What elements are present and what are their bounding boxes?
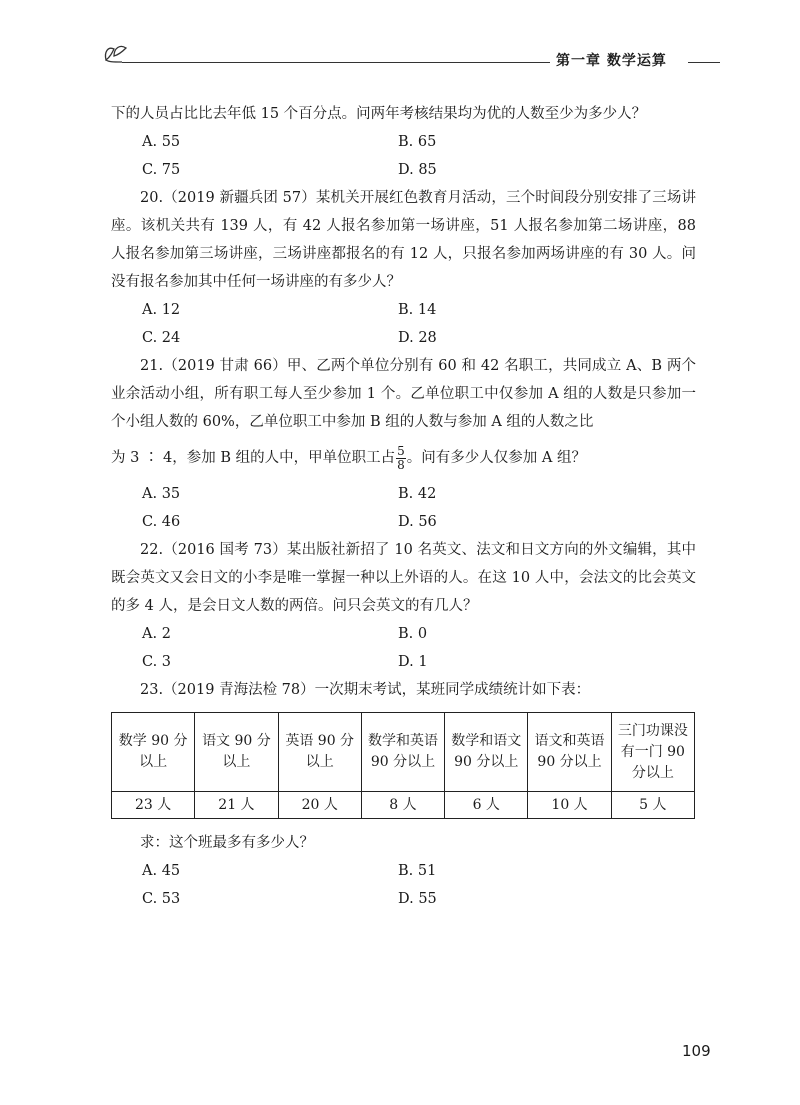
option-c: C. 46 [142,514,181,530]
option-d: D. 28 [398,330,437,346]
option-a: A. 2 [142,626,171,642]
chapter-title: 第一章 数学运算 [556,53,667,69]
fraction [396,445,406,472]
page-content [111,100,696,913]
table-cell: 8 人 [361,792,444,819]
table-row [112,792,695,819]
score-statistics-table [111,712,695,819]
question-21-text-before-fraction: 为 3 ∶ 4，参加 B 组的人中，甲单位职工占 [111,450,396,466]
option-b: B. 0 [398,626,428,642]
option-b: B. 65 [398,134,437,150]
table-cell: 10 人 [528,792,611,819]
question-21-options [111,480,696,536]
question-22-options [111,620,696,676]
page-number: 109 [682,1042,711,1060]
option-b: B. 51 [398,863,437,879]
fraction-denominator: 8 [397,457,405,472]
question-20-text: 20.（2019 新疆兵团 57）某机关开展红色教育月活动，三个时间段分别安排了三场讲座。该机关共有 139 人，有 42 人报名参加第一场讲座，51 人报名参加第二场讲座，88 人报名参加第三场讲座，三场讲座都报名的有 12 人，只报名参加两场讲座的有 30 人。问没有报名参加其中任何一场讲座的有多少人？ [111,190,696,290]
option-c: C. 3 [142,654,172,670]
option-d: D. 55 [398,891,437,907]
option-c: C. 24 [142,330,181,346]
option-c: C. 53 [142,891,181,907]
table-cell: 6 人 [445,792,528,819]
table-header-cell: 英语 90 分以上 [278,713,361,792]
question-23-options [111,857,696,913]
question-22-text: 22.（2016 国考 73）某出版社新招了 10 名英文、法文和日文方向的外文编辑，其中既会英文又会日文的小李是唯一掌握一种以上外语的人。在这 10 人中，会法文的比会英文的多 4 人，是会日文人数的两倍。问只会英文的有几人？ [111,542,696,614]
table-header-cell: 数学和语文 90 分以上 [445,713,528,792]
option-a: A. 45 [142,863,181,879]
table-cell: 23 人 [112,792,195,819]
option-d: D. 56 [398,514,437,530]
table-header-row [112,713,695,792]
table-header-cell: 数学和英语 90 分以上 [361,713,444,792]
question-23-prompt: 求：这个班最多有多少人？ [140,835,314,851]
option-c: C. 75 [142,162,181,178]
fraction-numerator: 5 [397,443,405,458]
table-header-cell: 语文和英语 90 分以上 [528,713,611,792]
option-d: D. 85 [398,162,437,178]
header-rule [688,62,720,63]
running-header [100,40,720,70]
table-header-cell: 数学 90 分以上 [112,713,195,792]
table-cell: 21 人 [195,792,278,819]
option-b: B. 42 [398,486,437,502]
header-rule [122,62,550,63]
question-21-text: 21.（2019 甘肃 66）甲、乙两个单位分别有 60 和 42 名职工，共同成立 A、B 两个业余活动小组，所有职工每人至少参加 1 个。乙单位职工中仅参加 A 组的人数是只参加一个小组人数的 60%，乙单位职工中参加 B 组的人数与参加 A 组的人数之比 [111,358,696,430]
table-cell: 5 人 [611,792,694,819]
question-23-text: 23.（2019 青海法检 78）一次期末考试，某班同学成绩统计如下表： [140,682,591,698]
table-header-cell: 三门功课没有一门 90 分以上 [611,713,694,792]
option-a: A. 55 [142,134,181,150]
option-b: B. 14 [398,302,437,318]
question-20-options [111,296,696,352]
option-a: A. 35 [142,486,181,502]
question-19-tail-text: 下的人员占比比去年低 15 个百分点。问两年考核结果均为优的人数至少为多少人？ [111,106,647,122]
question-19-options [111,128,696,184]
table-cell: 20 人 [278,792,361,819]
question-21-fraction-line [111,436,696,480]
table-header-cell: 语文 90 分以上 [195,713,278,792]
question-21-text-after-fraction: 。问有多少人仅参加 A 组？ [406,450,586,466]
option-a: A. 12 [142,302,181,318]
option-d: D. 1 [398,654,428,670]
